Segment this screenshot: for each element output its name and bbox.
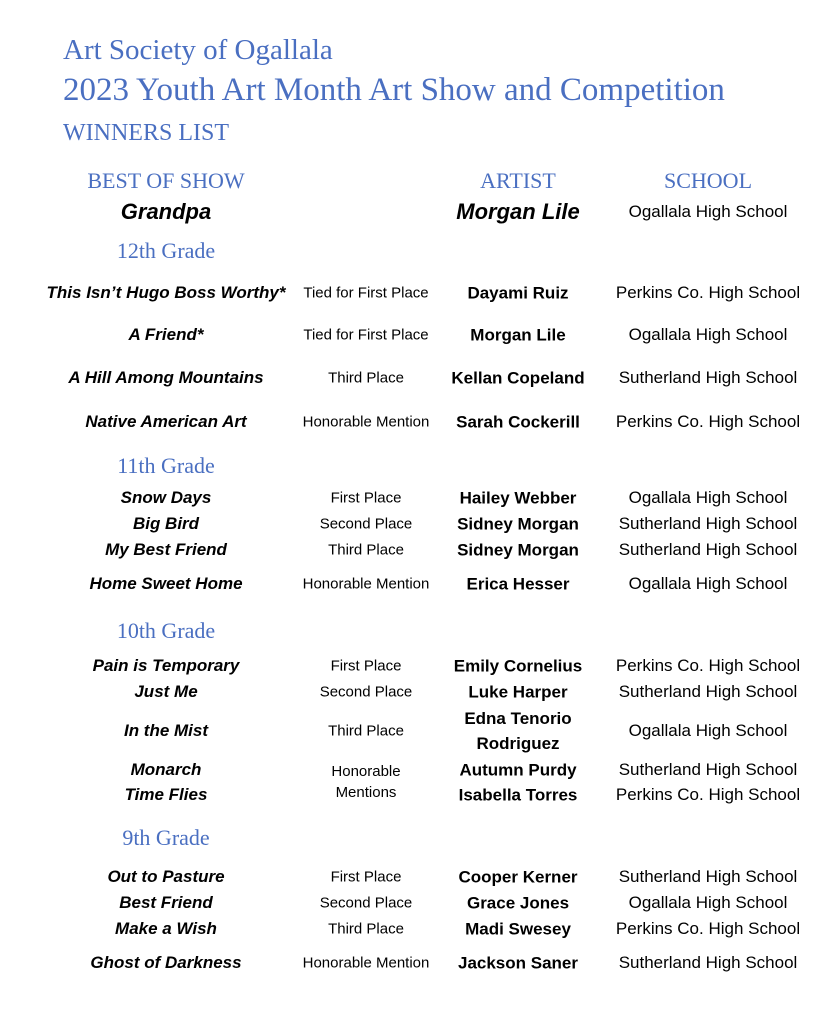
school-name: Ogallala High School xyxy=(628,893,788,912)
artist-name: Grace Jones xyxy=(466,893,570,913)
grade-heading-9: 9th Grade xyxy=(122,825,210,850)
artwork-title: Snow Days xyxy=(120,488,212,507)
winners-list-heading: WINNERS LIST xyxy=(63,120,229,146)
award-place: Tied for First Place xyxy=(303,326,429,344)
school-name: Perkins Co. High School xyxy=(615,283,801,302)
award-place: First Place xyxy=(330,657,402,675)
artwork-title: Ghost of Darkness xyxy=(90,953,242,972)
school-name: Perkins Co. High School xyxy=(615,785,801,804)
award-place: Honorable Mentions xyxy=(331,763,401,801)
school-name: Perkins Co. High School xyxy=(615,412,801,431)
artist-name: Autumn Purdy xyxy=(459,760,577,780)
school-name: Sutherland High School xyxy=(618,953,798,972)
award-place: Second Place xyxy=(319,683,413,701)
award-place: Third Place xyxy=(328,369,404,387)
school-name: Ogallala High School xyxy=(628,574,788,593)
artwork-title: Out to Pasture xyxy=(107,867,225,886)
artwork-title: Time Flies xyxy=(124,785,208,804)
artist-name: Kellan Copeland xyxy=(451,368,585,388)
artist-name: Erica Hesser xyxy=(466,574,570,594)
artist-column-heading: ARTIST xyxy=(480,168,556,193)
artwork-title: In the Mist xyxy=(123,721,209,740)
award-place: Second Place xyxy=(319,515,413,533)
school-name: Ogallala High School xyxy=(628,721,788,740)
artist-name: Jackson Saner xyxy=(457,953,578,973)
award-place: Second Place xyxy=(319,894,413,912)
school-name: Ogallala High School xyxy=(628,488,788,507)
artwork-title: Native American Art xyxy=(85,412,247,431)
award-place: Honorable Mention xyxy=(302,413,430,431)
best-of-show-heading: BEST OF SHOW xyxy=(87,168,245,193)
artist-name: Emily Cornelius xyxy=(453,656,583,676)
artwork-title: This Isn’t Hugo Boss Worthy* xyxy=(46,283,286,302)
artist-name: Hailey Webber xyxy=(459,488,577,508)
best-of-show-artist: Morgan Lile xyxy=(456,199,580,224)
award-place: Third Place xyxy=(328,920,404,938)
school-name: Sutherland High School xyxy=(618,514,798,533)
event-title: 2023 Youth Art Month Art Show and Competition xyxy=(63,72,725,108)
grade-heading-10: 10th Grade xyxy=(116,618,216,643)
school-name: Perkins Co. High School xyxy=(615,919,801,938)
award-place: Third Place xyxy=(328,722,404,740)
school-name: Sutherland High School xyxy=(618,760,798,779)
artist-name: Sidney Morgan xyxy=(457,514,579,534)
artwork-title: Make a Wish xyxy=(115,919,217,938)
artwork-title: Home Sweet Home xyxy=(89,574,243,593)
artist-name: Cooper Kerner xyxy=(458,867,578,887)
artist-name: Dayami Ruiz xyxy=(467,283,569,303)
artwork-title: Monarch xyxy=(130,760,202,779)
artwork-title: Pain is Temporary xyxy=(92,656,240,675)
grade-heading-11: 11th Grade xyxy=(117,453,215,478)
school-name: Ogallala High School xyxy=(628,325,788,344)
grade-heading-12: 12th Grade xyxy=(116,238,216,263)
artist-name: Isabella Torres xyxy=(458,785,578,805)
school-name: Sutherland High School xyxy=(618,540,798,559)
artist-name: Edna Tenorio Rodriguez xyxy=(464,709,572,753)
artist-name: Morgan Lile xyxy=(470,325,566,345)
school-name: Sutherland High School xyxy=(618,368,798,387)
school-name: Perkins Co. High School xyxy=(615,656,801,675)
artwork-title: Best Friend xyxy=(119,893,213,912)
artwork-title: My Best Friend xyxy=(105,540,227,559)
school-column-heading: SCHOOL xyxy=(663,168,753,193)
best-of-show-title: Grandpa xyxy=(120,199,212,224)
best-of-show-school: Ogallala High School xyxy=(628,202,788,221)
school-name: Sutherland High School xyxy=(618,867,798,886)
artist-name: Sarah Cockerill xyxy=(456,412,580,432)
artwork-title: A Friend* xyxy=(128,325,204,344)
award-place: Third Place xyxy=(328,541,404,559)
award-place: Tied for First Place xyxy=(303,284,429,302)
artist-name: Sidney Morgan xyxy=(457,540,579,560)
artwork-title: A Hill Among Mountains xyxy=(68,368,264,387)
organization-title: Art Society of Ogallala xyxy=(63,34,333,66)
artwork-title: Big Bird xyxy=(132,514,200,533)
award-place: First Place xyxy=(330,489,402,507)
artwork-title: Just Me xyxy=(134,682,198,701)
school-name: Sutherland High School xyxy=(618,682,798,701)
award-place: Honorable Mention xyxy=(302,575,430,593)
artist-name: Luke Harper xyxy=(468,682,568,702)
award-place: First Place xyxy=(330,868,402,886)
artist-name: Madi Swesey xyxy=(465,919,571,939)
award-place: Honorable Mention xyxy=(302,954,430,972)
